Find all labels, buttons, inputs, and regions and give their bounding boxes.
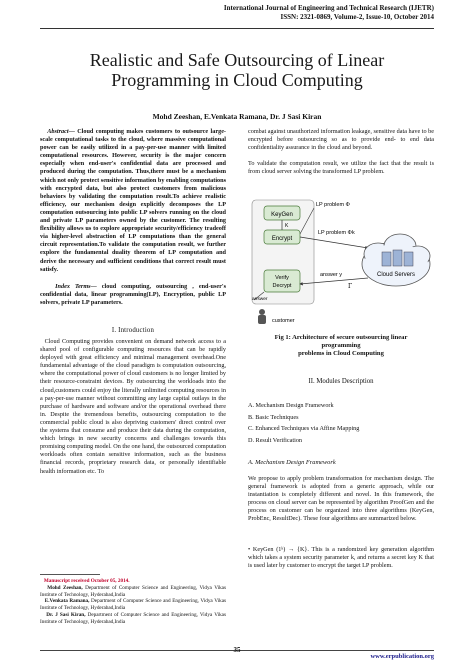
introduction-body: Cloud Computing provides convenient on demand network access to a shared pool of configurable computing resources that can be rapidly deployed with great efficiency and minimal management overhead.One fundamental advantage of the cloud paradigm is computation outsourcing, where the computational power of cloud customers is no longer limited by their resource-constraint devices. By outsourcing the workloads into the cloud,customers could enjoy the literally unlimited computing resources in a pay-per-use manner without committing any large capital outlays in the purchase of hardware and software and/or the operational overhead there in. Despite the tremendous benefits, outsourcing computation to the commercial public cloud is also depriving customers' direct control over the systems that consume and produce their data during the computation, which brings in new security concerns and challenges towards this promising computing model. On the one hand, the outsourced computation workloads often contain sensitive information, such as the business financial records, proprietary research data, or personally identifiable health information etc. To bbox=[40, 338, 226, 475]
verify-label: Verify bbox=[275, 275, 289, 281]
abstract-text: — Cloud computing makes customers to outsource large-scale computational tasks to the cloud, where massive computational power can be easily utilized in a pay-per-use manner with limited computational resources. However, security is the major concern especially when end-user's confidential data are processed and produced during the computation. Thus,there must be a mechanism which not only protect sensitive information by enabling computations with encrypted data, but also protect customers from malicious behaviors by validating the computation result.To achieve realistic efficiency, our mechanism design explicitly decomposes the LP computation outsourcing into public LP solvers running on the cloud and private LP parameters owned by the customer. The resulting flexibility allows us to explore appropriate security/efficiency tradeoff via higher-level abstraction of LP computations than the general circuit representation.To validate the computation result, we further explore the fundamental duality theorem of LP computation and derive the necessary and sufficient conditions that correct result must satisfy. bbox=[40, 128, 226, 273]
customer-label: customer bbox=[272, 318, 295, 324]
index-terms bbox=[40, 283, 226, 307]
encrypt-label: Encrypt bbox=[271, 236, 293, 242]
index-terms-lead: Index Terms bbox=[55, 283, 91, 290]
cloud-servers-icon bbox=[362, 234, 430, 286]
list-item: D. Result Verification bbox=[248, 436, 303, 444]
footnote-2-affiliation: Department of Computer Science and Engineering, Vidya Vikas Institute of Technology, Hyderabad,India bbox=[40, 598, 227, 612]
figure-caption bbox=[248, 334, 434, 358]
caption-line-1: Fig 1: Architecture of secure outsourcing linear bbox=[274, 334, 408, 341]
journal-issn: ISSN: 2321-0869, Volume-2, Issue-10, October 2014 bbox=[280, 13, 434, 21]
cloud-servers-label: Cloud Servers bbox=[376, 272, 416, 278]
section-1-title: I. Introduction bbox=[111, 327, 155, 334]
journal-header bbox=[134, 4, 434, 22]
customer-icon bbox=[259, 309, 265, 315]
keygen-label: KeyGen bbox=[271, 212, 293, 218]
footnote-3-name: Dr. J Sasi Kiran, bbox=[46, 611, 86, 618]
lp-problem-k-label: LP problem Φk bbox=[318, 230, 355, 236]
paper-title bbox=[40, 50, 434, 90]
abstract-lead: Abstract bbox=[47, 128, 69, 135]
answer-label: answer bbox=[252, 297, 268, 302]
section-2-title: II. Modules Description bbox=[308, 378, 374, 385]
introduction-text bbox=[40, 338, 226, 476]
decrypt-label: Decrypt bbox=[272, 283, 292, 289]
list-item: B. Basic Techniques bbox=[248, 413, 299, 421]
right-paragraph-2: To validate the computation result, we utilize the fact that the result is from cloud server solving the transformed LP problem. bbox=[248, 160, 434, 176]
keygen-text: • KeyGen (1ᵏ) → {K}. This is a randomized key generation algorithm which takes a system security parameter k, and returns a secret key K that is used later by customer to encrypt the target LP problem. bbox=[248, 546, 434, 570]
footnote-1-affiliation: Department of Computer Science and Engineering, Vidya Vikas Institute of Technology, Hyderabad,India bbox=[40, 584, 226, 598]
subsection-a-title: A. Mechanism Design Framework bbox=[248, 459, 336, 466]
footnote-2-name: E.Venkata Ramana, bbox=[44, 598, 90, 605]
caption-line-2: programming bbox=[321, 342, 361, 349]
page-number: 35 bbox=[233, 646, 241, 654]
caption-line-3: problems in Cloud Computing bbox=[298, 350, 384, 357]
title-line-1: Realistic and Safe Outsourcing of Linear bbox=[89, 50, 385, 70]
website-link[interactable]: www.erpublication.org bbox=[370, 653, 434, 660]
right-paragraph-1: combat against unauthorized information leakage, sensitive data have to be encrypted before outsourcing so as to provide end- to end data confidentiality assurance in the cloud and beyond. bbox=[248, 128, 434, 152]
list-item: C. Enhanced Techniques via Affine Mapping bbox=[248, 425, 360, 432]
index-terms-text: — cloud computing, outsourcing , end-user's confidential data, linear programming(LP), Encryption, public LP solvers, private LP parameters. bbox=[40, 283, 227, 307]
answer-y-label: answer y bbox=[320, 272, 343, 278]
modules-list bbox=[248, 400, 434, 446]
footnote-rule bbox=[40, 574, 100, 575]
header-rule bbox=[40, 28, 434, 29]
list-item: A. Mechanism Design Framework bbox=[248, 402, 334, 409]
title-line-2: Programming in Cloud Computing bbox=[111, 70, 363, 90]
proof-gamma-label: Γ bbox=[348, 283, 353, 290]
footnote-3-affiliation: Department of Computer Science and Engineering, Vidya Vikas Institute of Technology, Hyderabad,India bbox=[40, 611, 227, 625]
authors: Mohd Zeeshan, E.Venkata Ramana, Dr. J Sasi Kiran bbox=[152, 112, 322, 121]
abstract bbox=[40, 128, 226, 274]
footnotes bbox=[40, 578, 226, 626]
manuscript-received: Manuscript received October 05, 2014. bbox=[43, 578, 130, 584]
mechanism-text: We propose to apply problem transformation for mechanism design. The general framework is adopted from a generic approach, while our instantiation is completely different and novel. In this framework, the process on cloud server can be represented by algorithm ProofGen and the process on customer can be organized into three algorithms (KeyGen, ProbEnc, ResultDec). These four algorithms are summarized below. bbox=[248, 475, 434, 523]
key-label: K bbox=[285, 223, 289, 229]
footnote-1-name: Mohd Zeeshan, bbox=[47, 584, 83, 591]
lp-problem-label: LP problem Φ bbox=[316, 202, 350, 208]
architecture-figure bbox=[250, 196, 434, 332]
journal-name: International Journal of Engineering and Technical Research (IJETR) bbox=[223, 4, 434, 12]
